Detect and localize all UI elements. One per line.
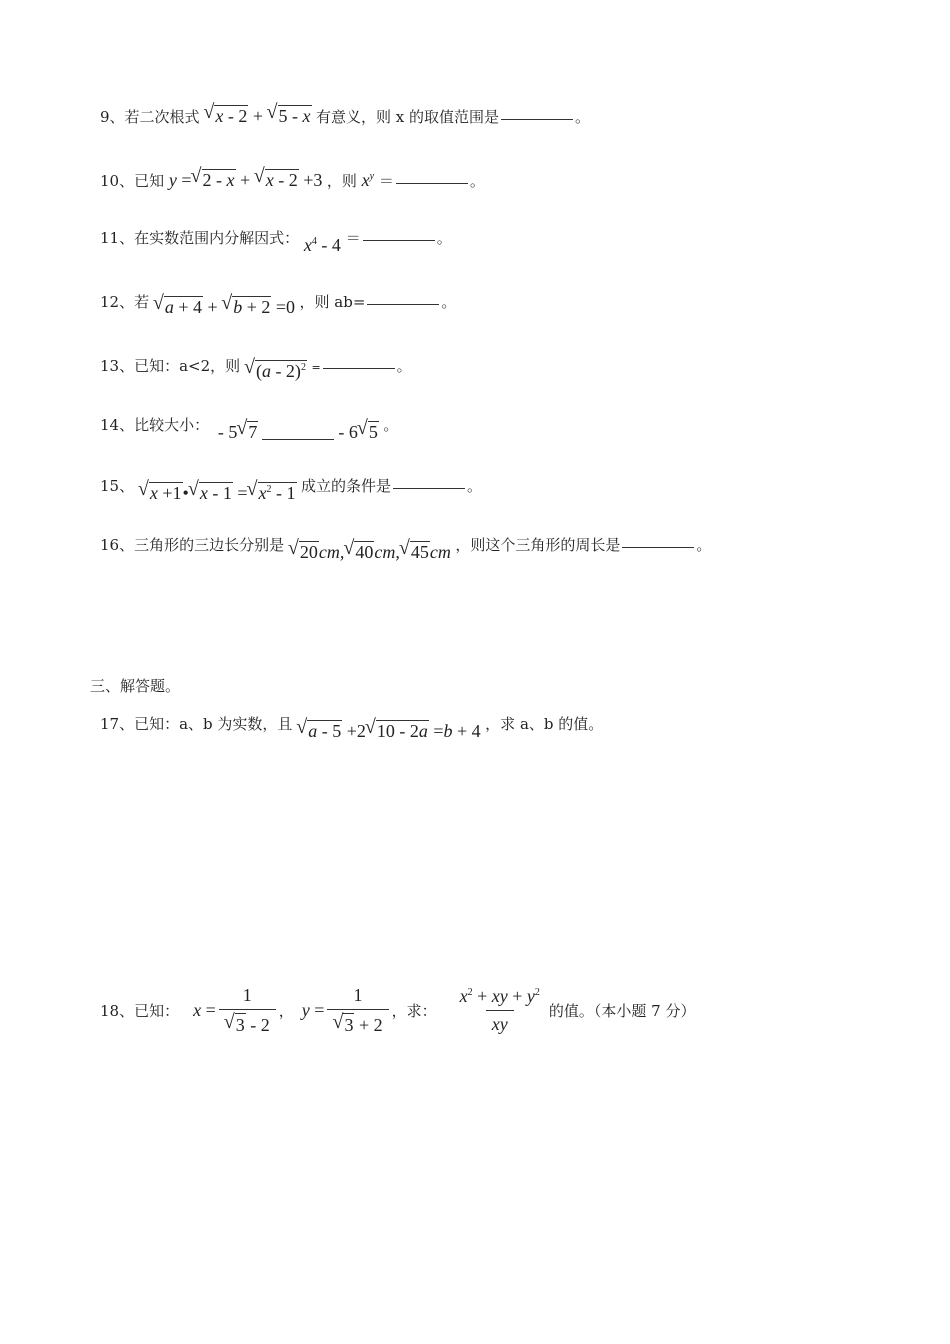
question-text: ，则 ab= <box>299 293 366 311</box>
question-text: 有意义，则 x 的取值范围是 <box>316 108 499 126</box>
question-number: 16、 <box>100 536 135 554</box>
question-17 <box>100 712 604 741</box>
equals-sign: ＝ <box>345 229 361 247</box>
question-text: ，则这个三角形的周长是 <box>455 536 621 554</box>
question-10 <box>100 169 485 189</box>
question-number: 18、 <box>100 1001 135 1020</box>
answer-blank[interactable] <box>323 368 395 369</box>
math-expression: √ (a - 2)$^2$ <box>245 361 312 381</box>
answer-blank[interactable] <box>393 488 465 489</box>
question-number: 9、 <box>100 108 125 126</box>
question-text: 已知：a<2，则 <box>134 357 241 375</box>
question-number: 11、 <box>100 229 135 247</box>
question-number: 12、 <box>100 293 135 311</box>
question-9 <box>100 105 590 125</box>
question-number: 10、 <box>100 172 135 190</box>
answer-blank[interactable] <box>367 304 439 305</box>
math-expression: $x^y$ <box>361 170 375 190</box>
question-text: 在实数范围内分解因式： <box>134 229 300 247</box>
equals-sign: ＝ <box>378 172 394 190</box>
math-expression: √ a - 5 +2√ 10 - 2a =b + 4 <box>297 721 485 741</box>
punctuation: 。 <box>441 293 457 311</box>
equals-sign: = <box>311 361 321 374</box>
punctuation: 。 <box>467 477 483 495</box>
question-16 <box>100 533 712 562</box>
question-text: ，求： <box>391 1001 437 1020</box>
math-expression: $\frac{x^2 + xy + y^2}{xy}$ <box>459 986 540 1034</box>
question-text: 的值。（本小题 7 分） <box>548 1001 696 1020</box>
question-18 <box>100 985 696 1036</box>
question-text: ，求 a、b 的值。 <box>485 715 604 733</box>
punctuation: 。 <box>696 536 712 554</box>
question-text: 比较大小： <box>134 416 210 434</box>
answer-blank[interactable] <box>622 547 694 548</box>
punctuation: 。 <box>383 416 399 434</box>
math-expression: y = 1 √ 3 + 2 <box>302 985 392 1036</box>
punctuation: ， <box>278 1001 294 1020</box>
question-14 <box>100 413 399 442</box>
question-text: 成立的条件是 <box>301 477 392 495</box>
question-text: 已知 <box>134 172 165 190</box>
math-expression: y =√ 2 - x + √ x - 2 +3 <box>169 170 327 190</box>
answer-blank[interactable] <box>262 439 334 440</box>
math-expression: $x^4 - 4$ <box>303 235 341 255</box>
math-expression: √ 20cm,√ 40cm,√ 45cm <box>289 542 456 562</box>
math-expression: √ x +1•√ x - 1 =√ $x^2 - 1$ <box>139 483 301 503</box>
question-number: 14、 <box>100 416 135 434</box>
section-heading: 三、解答题。 <box>90 677 181 695</box>
answer-blank[interactable] <box>363 240 435 241</box>
punctuation: 。 <box>396 357 412 375</box>
question-text: 已知： <box>134 1001 180 1020</box>
question-text: ，则 <box>326 172 357 190</box>
question-text: 三角形的三边长分别是 <box>134 536 285 554</box>
question-15 <box>100 474 483 503</box>
punctuation: 。 <box>469 172 485 190</box>
question-text: 若 <box>134 293 150 311</box>
math-expression: √ x - 2 + √ 5 - x <box>204 106 316 126</box>
question-text: 已知：a、b 为实数，且 <box>134 715 293 733</box>
punctuation: 。 <box>436 229 452 247</box>
question-number: 13、 <box>100 357 135 375</box>
question-number: 17、 <box>100 715 135 733</box>
answer-blank[interactable] <box>501 119 573 120</box>
question-number: 15、 <box>100 477 135 495</box>
question-11 <box>100 228 452 255</box>
question-12 <box>100 290 457 317</box>
math-expression: - 5√ 7 - 6√ 5 <box>218 422 384 442</box>
math-expression: √ a + 4 + √ b + 2 =0 <box>154 297 300 317</box>
math-expression: x = 1 √ 3 - 2 <box>193 985 279 1036</box>
punctuation: 。 <box>575 108 591 126</box>
question-13 <box>100 354 412 381</box>
answer-blank[interactable] <box>396 183 468 184</box>
question-text: 若二次根式 <box>124 108 200 126</box>
